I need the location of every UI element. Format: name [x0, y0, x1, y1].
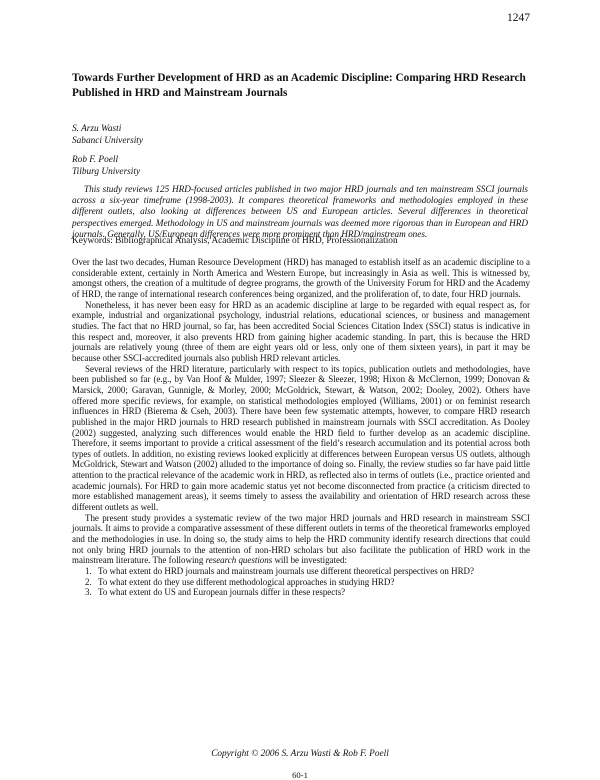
body-paragraph: Several reviews of the HRD literature, particularly with respect to its topics, publication outlets and methodologies, have been published so far (e.g., by Van Hoof & Mulder, 1997; Sleezer & Sleezer, 1998; Hixon & McClernon, 1999; Donovan & Marsick, 2000; Garavan, Gunnigle, & Morley, 2000; McGoldrick, Stewart, & Watson, 2002; Dooley, 2002). Others have offered more specific reviews, for example, on statistical methodologies employed (Williams, 2001) or on feminist research influences in HRD (Bierema & Cseh, 2003). There have been few systematic attempts, however, to compare HRD research published in the major HRD journals to HRD research published in mainstream journals with SSCI accreditation. As Dooley (2002) suggested, analyzing such differences would enable the HRD field to further develop as an academic discipline. Therefore, it seems important to provide a critical assessment of the field’s research accumulation and its potential across both types of outlets. In addition, no existing reviews looked explicitly at differences between European versus US outlets, although McGoldrick, Stewart and Watson (2002) alluded to the importance of doing so. Finally, the review studies so far have paid little attention to the practical relevance of the academic work in HRD, as reflected also in terms of outlets (i.e., practice oriented and academic journals). For HRD to gain more academic status yet not become disconnected from practice (a criticism directed to more established management areas), it seems timely to assess the availability and orientation of HRD research across these different outlets as well. — [72, 363, 530, 513]
author-name: Rob F. Poell — [72, 155, 119, 165]
copyright-notice: Copyright © 2006 S. Arzu Wasti & Rob F. Poell — [211, 749, 389, 759]
body-paragraph: Nonetheless, it has never been easy for HRD as an academic discipline at large to be regarded with equal respect as, for example, industrial and organizational psychology, industrial relations, educational sciences, or business and management studies. The fact that no HRD journal, so far, has been accredited Social Sciences Citation Index (SSCI) status is indicative in this respect and, moreover, it also prevents HRD from gaining higher academic standing. In part, this is because the HRD journals are relatively young (three of them are eight years old or less, only one of them sixteen years), in part it may be because other SSCI-accredited journals also publish HRD relevant articles. — [72, 299, 530, 363]
keywords: Keywords: Bibliographical Analysis, Academic Discipline of HRD, Professionalization — [72, 236, 398, 246]
emphasis-text: research questions — [205, 555, 273, 566]
author-affiliation: Tilburg University — [72, 166, 141, 177]
list-number: 1. — [85, 566, 92, 577]
research-questions-list — [72, 566, 530, 598]
list-number: 3. — [85, 587, 92, 598]
paragraph-text: will be investigated: — [272, 555, 347, 566]
list-item — [72, 577, 530, 588]
body-paragraph: Over the last two decades, Human Resource Development (HRD) has managed to establish itself as an academic discipline to a considerable extent, certainly in North America and Western Europe, but increasingly in Asia as well. This is witnessed by, amongst others, the creation of a multitude of degree programs, the growth of the University Forum for HRD and the Academy of HRD, the range of international research conferences being organized, and the proliferation of, to date, four HRD journals. — [72, 257, 530, 299]
list-item-text: To what extent do they use different methodological approaches in studying HRD? — [98, 576, 395, 587]
body-paragraph — [72, 513, 530, 566]
page-number: 1247 — [507, 12, 530, 24]
page-footer: 60-1 — [292, 770, 308, 780]
list-item — [72, 566, 530, 577]
author-affiliation: Sabanci University — [72, 135, 144, 146]
author-name: S. Arzu Wasti — [72, 124, 122, 134]
paper-title: Towards Further Development of HRD as an Academic Discipline: Comparing HRD Research Published in HRD and Mainstream Journals — [72, 72, 526, 99]
abstract: This study reviews 125 HRD-focused articles published in two major HRD journals and ten mainstream SSCI journals across a six-year timeframe (1998-2003). It compares theoretical frameworks and methodologies employed in these different outlets, also looking at differences between US and European articles. Several differences in theoretical perspectives emerged. Methodology in US and mainstream journals was deemed more rigorous than in European and HRD journals. Generally, US/European differences were more prominent than HRD/mainstream ones. — [72, 184, 528, 239]
list-item-text: To what extent do HRD journals and mainstream journals use different theoretical perspectives on HRD? — [98, 566, 474, 577]
body-text — [72, 257, 530, 598]
list-item-text: To what extent do US and European journals differ in these respects? — [98, 587, 346, 598]
list-item — [72, 587, 530, 598]
list-number: 2. — [85, 576, 92, 587]
paragraph-text: The present study provides a systematic review of the two major HRD journals and HRD research in mainstream SSCI journals. It aims to provide a comparative assessment of these different outlets in terms of the theoretical frameworks employed and the methodologies in use. In doing so, the study aims to help the HRD community identify research directions that could not only bring HRD journals to the attention of non-HRD scholars but also facilitate the publication of HRD work in the mainstream literature. The following — [72, 512, 530, 566]
author-block — [72, 155, 140, 178]
author-block — [72, 124, 143, 147]
